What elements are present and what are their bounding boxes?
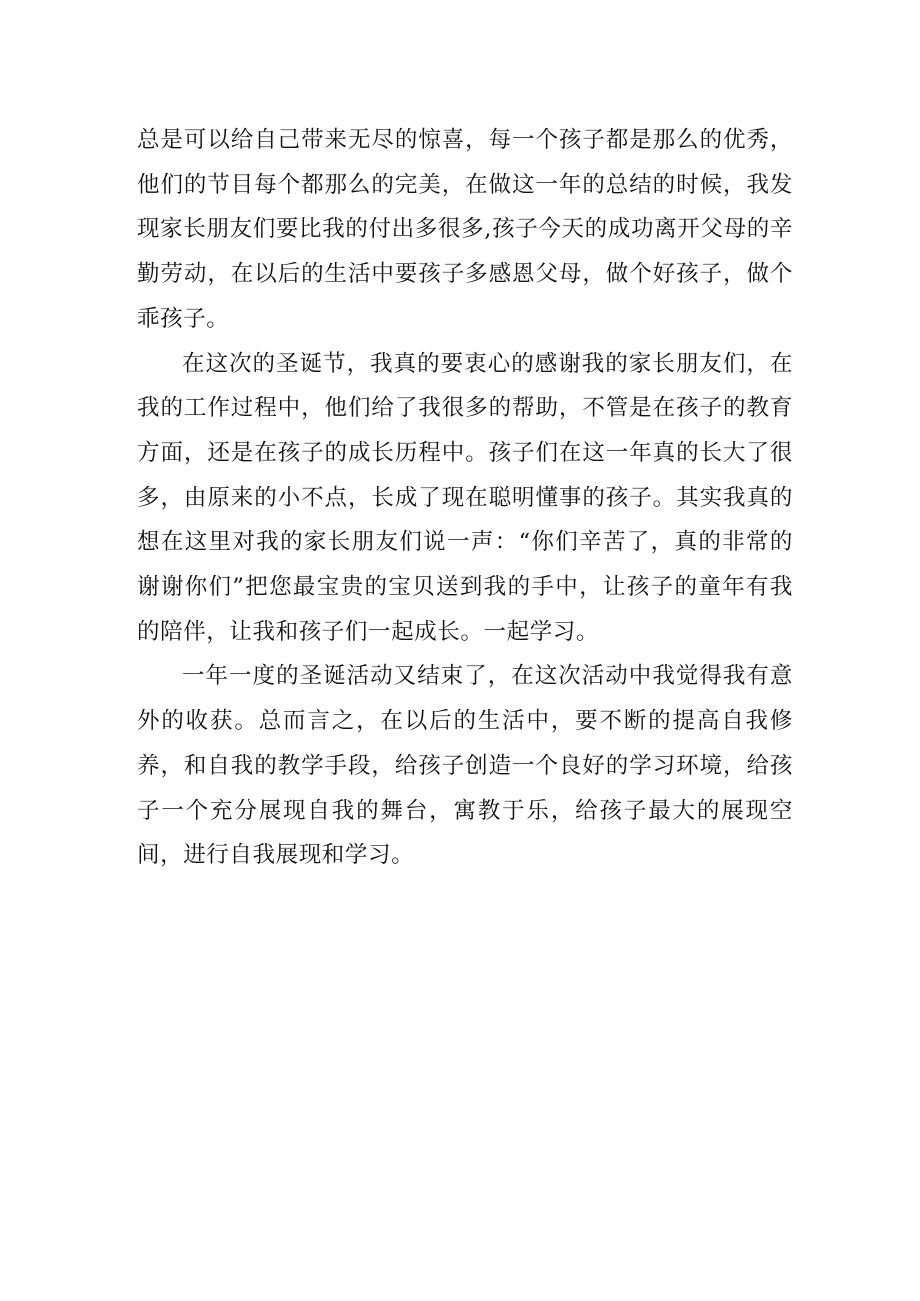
paragraph-conclusion: 一年一度的圣诞活动又结束了，在这次活动中我觉得我有意外的收获。总而言之，在以后的生活中，要不断的提高自我修养，和自我的教学手段，给孩子创造一个良好的学习环境，给孩子一个充分展现自我的舞台，寓教于乐，给孩子最大的展现空间，进行自我展现和学习。 (137, 663, 793, 869)
paragraph-thanks-parents: 在这次的圣诞节，我真的要衷心的感谢我的家长朋友们，在我的工作过程中，他们给了我很多的帮助，不管是在孩子的教育方面，还是在孩子的成长历程中。孩子们在这一年真的长大了很多，由原来的小不点，长成了现在聪明懂事的孩子。其实我真的想在这里对我的家长朋友们说一声：“你们辛苦了，真的非常的谢谢你们”把您最宝贵的宝贝送到我的手中，让孩子的童年有我的陪伴，让我和孩子们一起成长。一起学习。 (137, 350, 793, 645)
paragraph-continuation: 总是可以给自己带来无尽的惊喜，每一个孩子都是那么的优秀，他们的节目每个都那么的完美，在做这一年的总结的时候，我发现家长朋友们要比我的付出多很多,孩子今天的成功离开父母的辛勤劳动，在以后的生活中要孩子多感恩父母，做个好孩子，做个乖孩子。 (137, 127, 793, 332)
document-body (137, 118, 793, 878)
